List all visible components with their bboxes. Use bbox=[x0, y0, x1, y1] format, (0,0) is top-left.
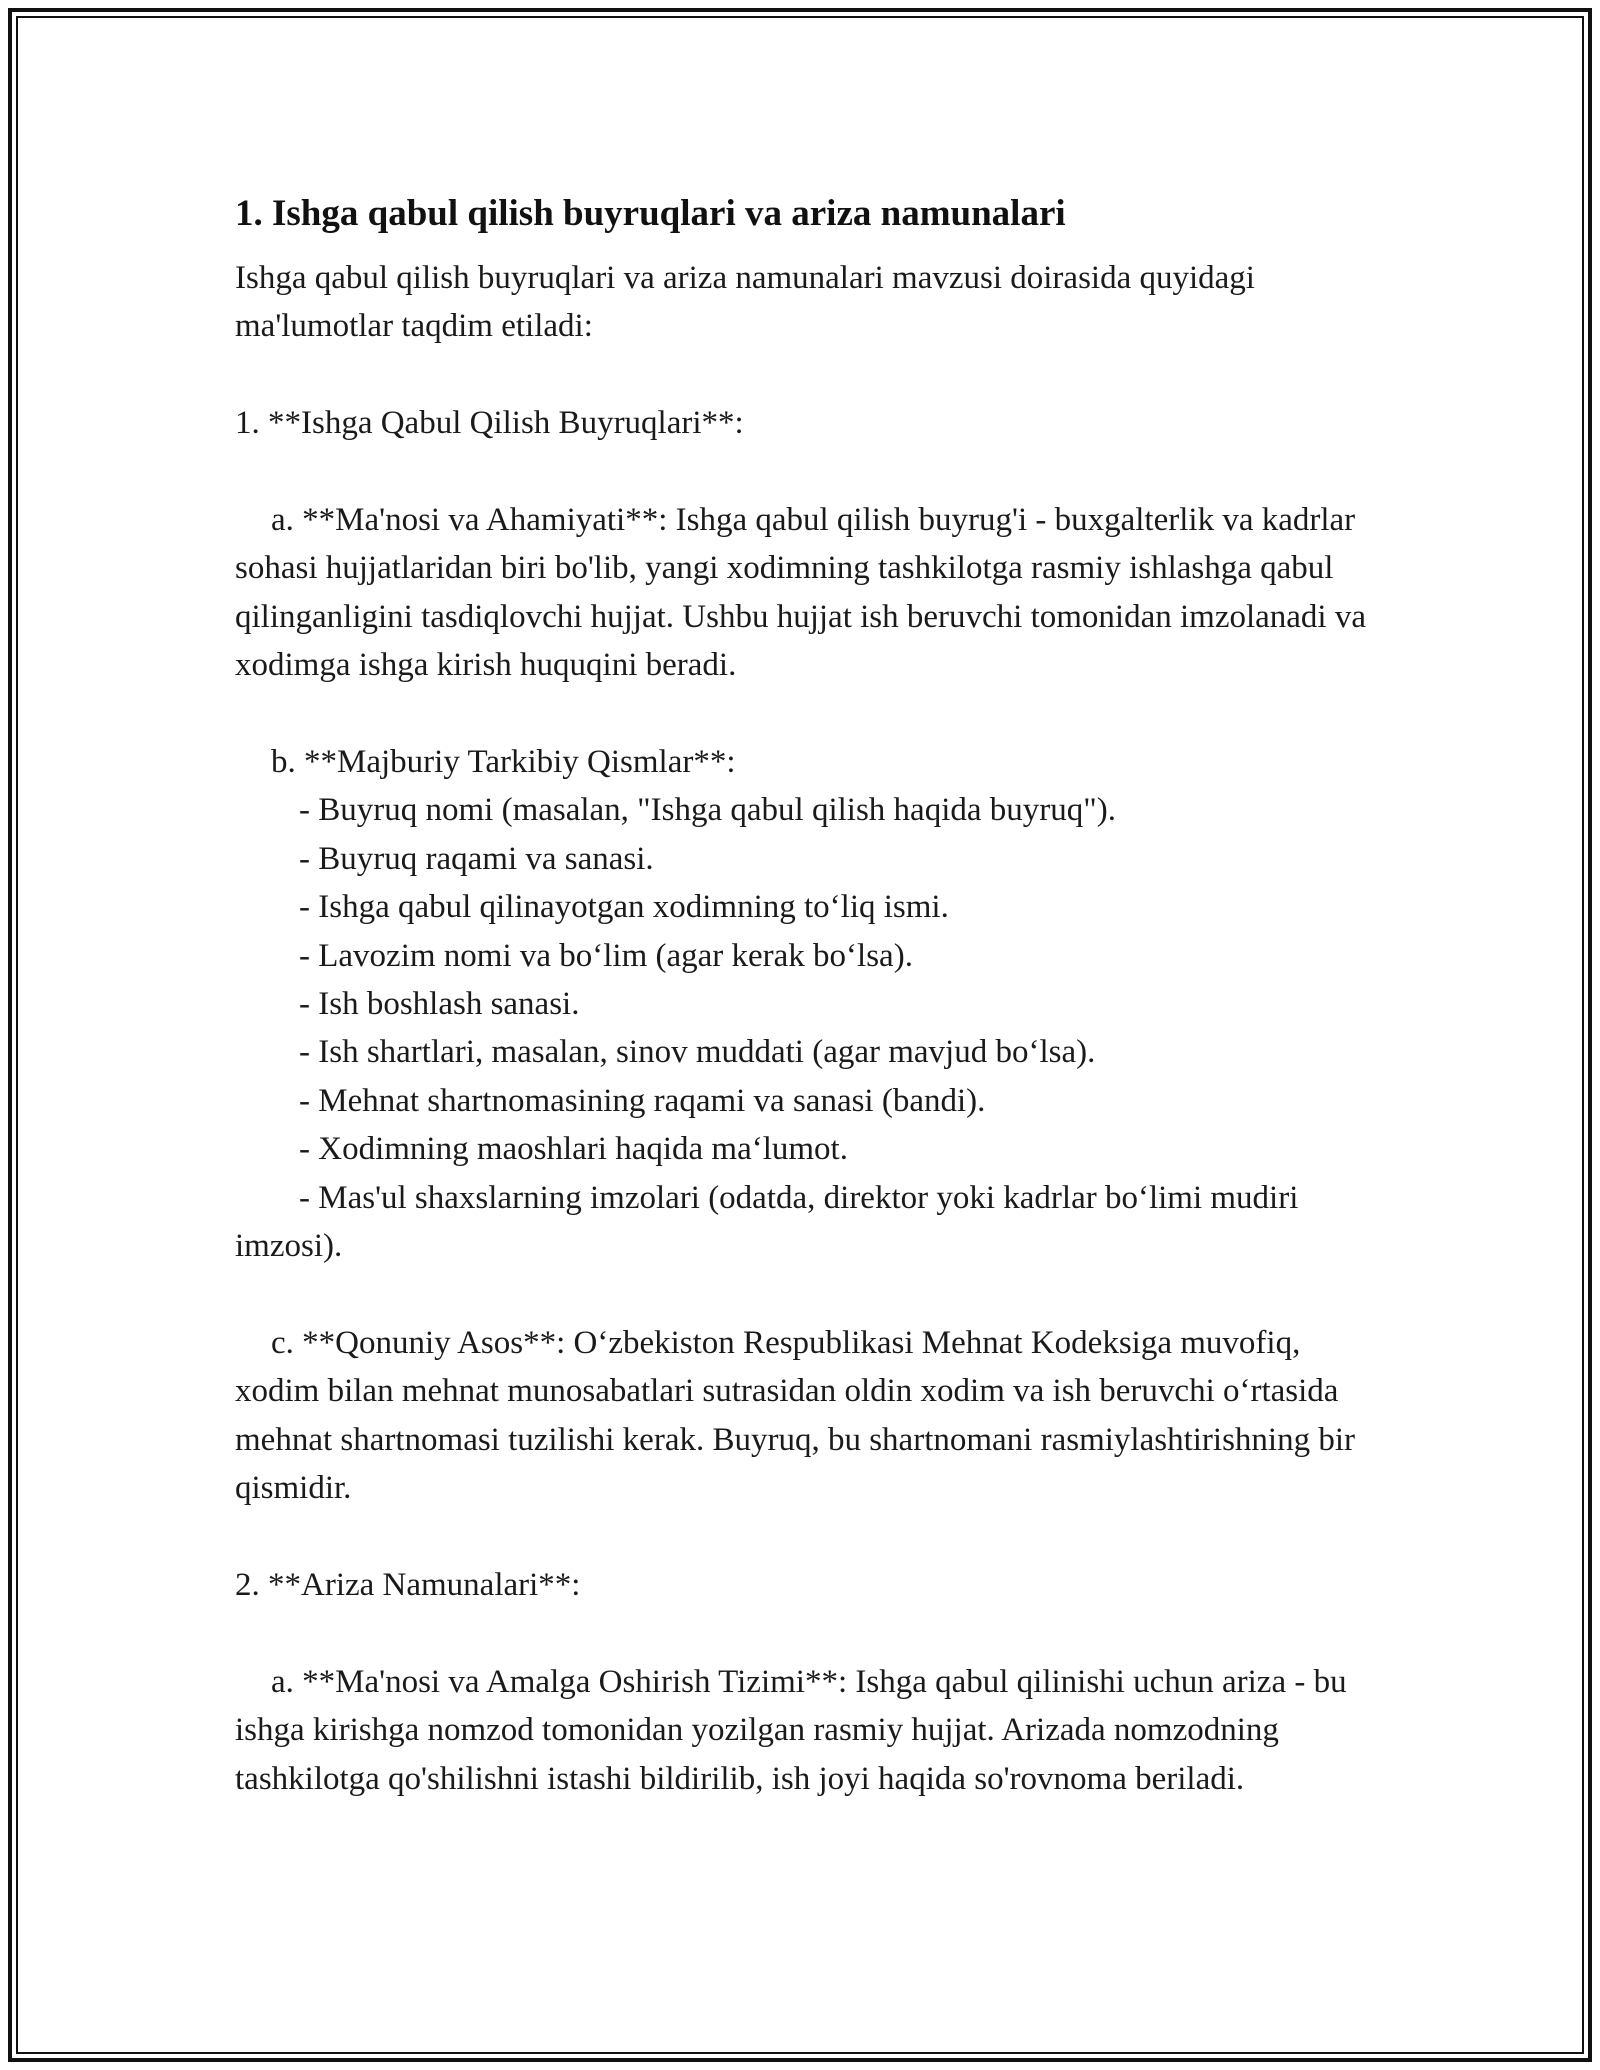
list-item: - Buyruq raqami va sanasi. bbox=[299, 840, 654, 877]
paragraph-gap bbox=[235, 351, 1375, 399]
list-item: - Buyruq nomi (masalan, "Ishga qabul qilish haqida buyruq"). bbox=[299, 792, 1116, 829]
intro-paragraph: Ishga qabul qilish buyruqlari va ariza namunalari mavzusi doirasida quyidagi ma'lumotlar taqdim etiladi: bbox=[235, 260, 1255, 345]
document-title: 1. Ishga qabul qilish buyruqlari va ariza namunalari bbox=[235, 193, 1066, 234]
list-item: - Ish shartlari, masalan, sinov muddati (agar mavjud bo‘lsa). bbox=[299, 1034, 1096, 1071]
section-2-a-paragraph: a. **Ma'nosi va Amalga Oshirish Tizimi**: Ishga qabul qilinishi uchun ariza - bu ishga kirishga nomzod tomonidan yozilgan rasmiy hujjat. Arizada nomzodning tashkilotga qo'shilishni istashi bildirilib, ish joyi haqida so'rovnoma beriladi. bbox=[235, 1663, 1347, 1797]
list-item: - Mas'ul shaxslarning imzolari (odatda, direktor yoki kadrlar bo‘limi mudiri imzosi). bbox=[235, 1179, 1299, 1265]
section-1-heading: 1. **Ishga Qabul Qilish Buyruqlari**: bbox=[235, 405, 744, 442]
list-item: - Ishga qabul qilinayotgan xodimning to‘liq ismi. bbox=[299, 889, 949, 926]
list-item: - Ish boshlash sanasi. bbox=[299, 986, 580, 1023]
list-item: - Xodimning maoshlari haqida ma‘lumot. bbox=[299, 1131, 848, 1168]
section-1-a-paragraph: a. **Ma'nosi va Ahamiyati**: Ishga qabul qilish buyrug'i - buxgalterlik va kadrlar sohasi hujjatlaridan biri bo'lib, yangi xodimning tashkilotga rasmiy ishlashga qabul qilinganligini tasdiqlovchi hujjat. Ushbu hujjat ish beruvchi tomonidan imzolanadi va xodimga ishga kirish huquqini beradi. bbox=[235, 502, 1366, 684]
paragraph-gap bbox=[235, 448, 1375, 496]
section-1-c-paragraph: c. **Qonuniy Asos**: O‘zbekiston Respublikasi Mehnat Kodeksiga muvofiq, xodim bilan mehnat munosabatlari sutrasidan oldin xodim va ish beruvchi o‘rtasida mehnat shartnomasi tuzilishi kerak. Buyruq, bu shartnomani rasmiylashtirishning bir qismidir. bbox=[235, 1324, 1355, 1507]
section-2-heading: 2. **Ariza Namunalari**: bbox=[235, 1566, 581, 1603]
section-1-b-heading: b. **Majburiy Tarkibiy Qismlar**: bbox=[271, 744, 736, 781]
list-item: - Lavozim nomi va bo‘lim (agar kerak bo‘lsa). bbox=[299, 937, 913, 974]
paragraph-gap bbox=[235, 690, 1375, 738]
paragraph-gap bbox=[235, 1609, 1375, 1657]
document-body bbox=[235, 188, 1375, 1803]
list-item: - Mehnat shartnomasining raqami va sanasi (bandi). bbox=[299, 1082, 986, 1119]
paragraph-gap bbox=[235, 1513, 1375, 1561]
required-parts-list bbox=[235, 786, 1375, 1270]
paragraph-gap bbox=[235, 1270, 1375, 1318]
